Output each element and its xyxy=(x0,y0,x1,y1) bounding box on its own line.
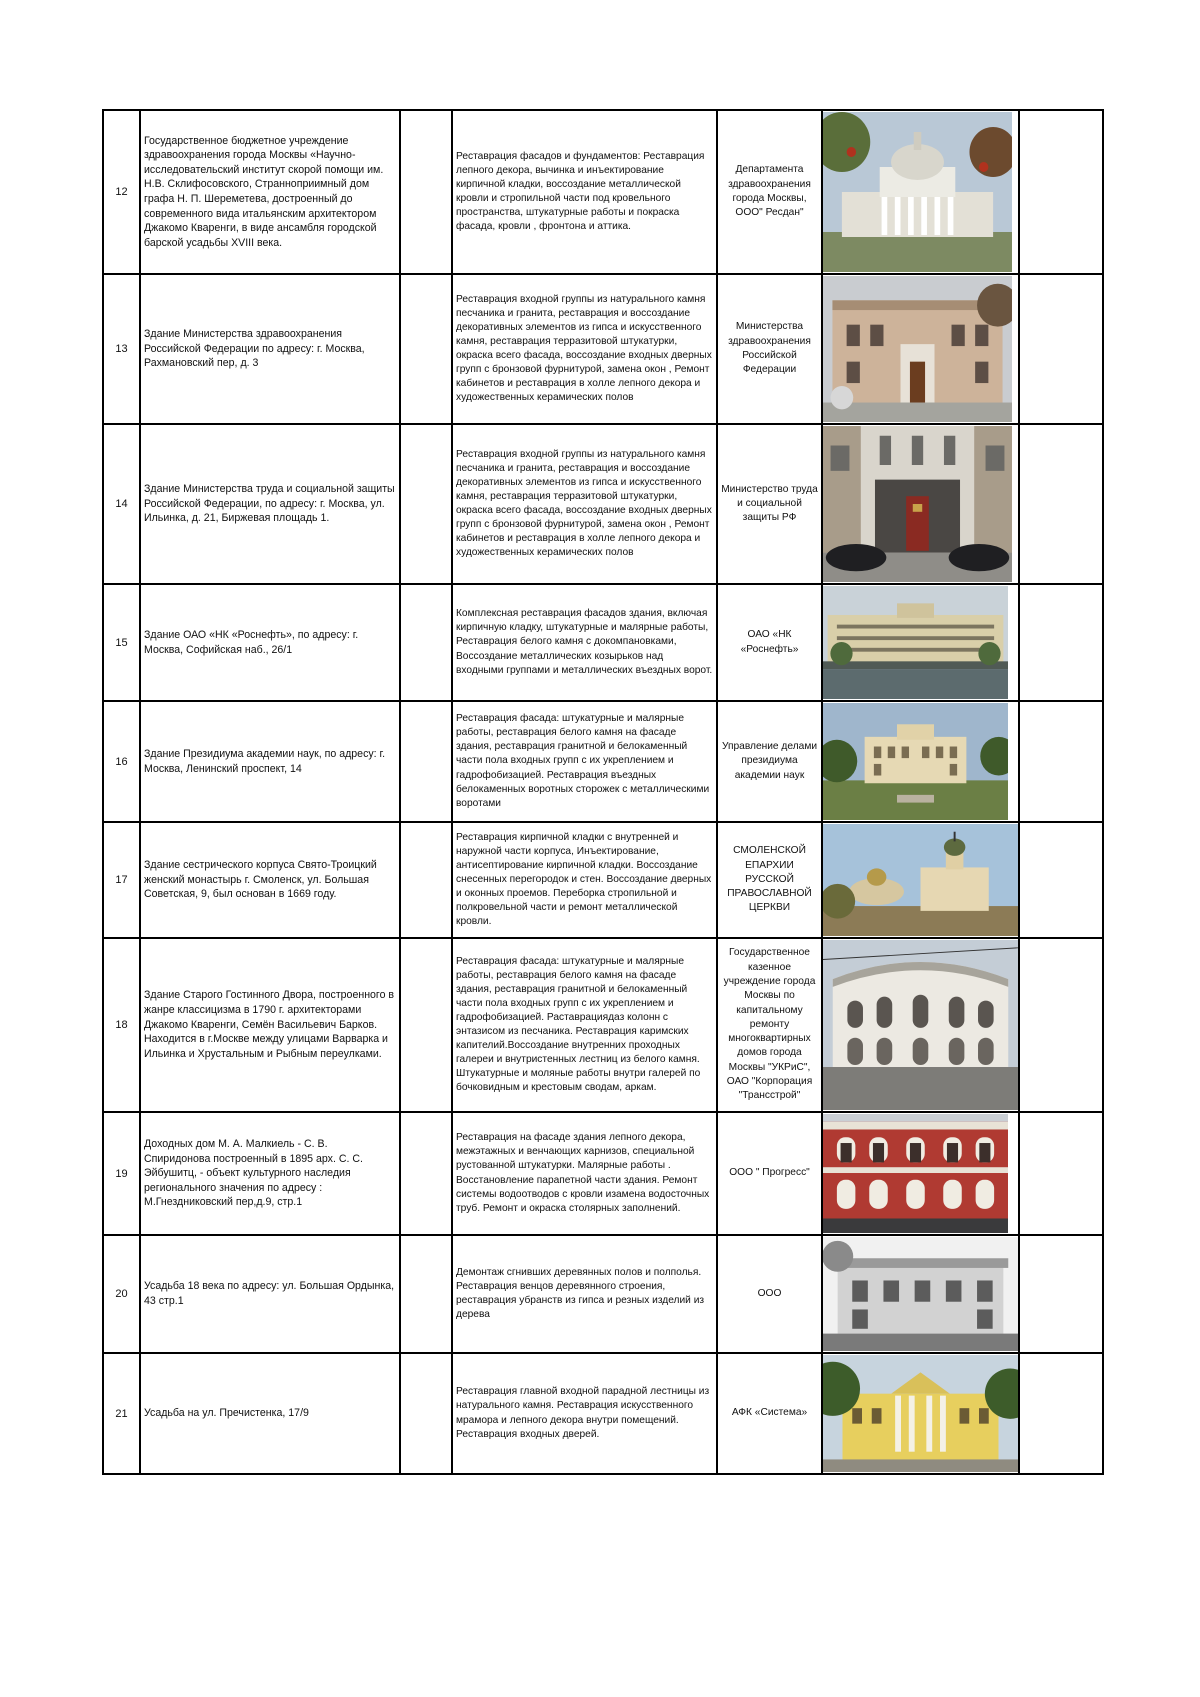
empty-cell xyxy=(400,1353,452,1474)
works-description: Реставрация входной группы из натурального камня песчаника и гранита, реставрация и воссоздание декоративных элементов из гипса и искусственного камня, реставрация терразитовой штукатурки, окраска всего фасада, воссоздание входных дверных групп с бронзовой фурнитурой, замена окон , Ремонт кабинетов и реставрация в холле лепного декора и художественных керамических полов xyxy=(452,424,717,584)
empty-cell xyxy=(1019,424,1103,584)
empty-cell xyxy=(1019,110,1103,274)
empty-cell xyxy=(400,1112,452,1235)
empty-cell xyxy=(400,701,452,822)
customer-name: Департамента здравоохранения города Москвы, ООО" Ресдан" xyxy=(717,110,822,274)
empty-cell xyxy=(1019,1112,1103,1235)
empty-cell xyxy=(1019,1235,1103,1353)
customer-name: АФК «Система» xyxy=(717,1353,822,1474)
empty-cell xyxy=(1019,584,1103,701)
row-number: 21 xyxy=(103,1353,140,1474)
table-row xyxy=(103,822,1103,938)
row-number: 20 xyxy=(103,1235,140,1353)
customer-name: СМОЛЕНСКОЙ ЕПАРХИИ РУССКОЙ ПРАВОСЛАВНОЙ ЦЕРКВИ xyxy=(717,822,822,938)
object-description: Здание Старого Гостинного Двора, построенного в жанре классицизма в 1790 г. архитекторами Джакомо Кваренги, Семён Васильевич Барков. Находится в г.Москве между улицами Варварка и Ильинка и Хрустальным и Рыбным переулками. xyxy=(140,938,400,1112)
customer-name: ОАО «НК «Роснефть» xyxy=(717,584,822,701)
empty-cell xyxy=(1019,822,1103,938)
building-photo-rotunda xyxy=(822,110,1019,274)
row-number: 13 xyxy=(103,274,140,424)
object-description: Здание Министерства труда и социальной защиты Российской Федерации, по адресу: г. Москва, ул. Ильинка, д. 21, Биржевая площадь 1. xyxy=(140,424,400,584)
empty-cell xyxy=(1019,701,1103,822)
object-description: Доходных дом М. А. Малкиель - С. В. Спиридонова построенный в 1895 арх. С. С. Эйбушитц, - объект культурного наследия регионального значения по адресу : М.Гнездниковский пер,д.9, стр.1 xyxy=(140,1112,400,1235)
table-row xyxy=(103,701,1103,822)
empty-cell xyxy=(400,110,452,274)
object-description: Здание Министерства здравоохранения Российской Федерации по адресу: г. Москва, Рахмановский пер, д. 3 xyxy=(140,274,400,424)
row-number: 19 xyxy=(103,1112,140,1235)
object-description: Усадьба 18 века по адресу: ул. Большая Ордынка, 43 стр.1 xyxy=(140,1235,400,1353)
building-photo-entrance-cars xyxy=(822,424,1019,584)
object-description: Здание Президиума академии наук, по адресу: г. Москва, Ленинский проспект, 14 xyxy=(140,701,400,822)
empty-cell xyxy=(1019,274,1103,424)
works-description: Реставрация фасада: штукатурные и малярные работы, реставрация белого камня на фасаде здания, реставрация гранитной и белокаменный части пола входных групп с их укреплением и гадрофобизацией. Раставрациядаз колонн с энтазисом из песчаника. Реставрация каримских капителий.Воссоздание внутренних проходных галереи и внутристенных лестниц из белого камня. Штукатурные и моляные работы внутри галерей по бочковидным и крестовым сводам, аркам. xyxy=(452,938,717,1112)
table-row xyxy=(103,110,1103,274)
building-photo-bw-manor xyxy=(822,1235,1019,1353)
works-description: Реставрация фасада: штукатурные и малярные работы, реставрация белого камня на фасаде здания, реставрация гранитной и белокаменный части пола входных групп с их укреплением и гадрофобизацией. Реставрация въездных белокаменных воротных сторожек с металлическими воротами xyxy=(452,701,717,822)
works-description: Реставрация входной группы из натурального камня песчаника и гранита, реставрация и воссоздание декоративных элементов из гипса и искусственного камня, реставрация терразитовой штукатурки, окраска всего фасада, воссоздание входных дверных групп с бронзовой фурнитурой, замена окон , Ремонт кабинетов и реставрация в холле лепного декора и художественных керамических полов xyxy=(452,274,717,424)
row-number: 17 xyxy=(103,822,140,938)
table-row xyxy=(103,1353,1103,1474)
building-photo-monastery xyxy=(822,822,1019,938)
object-description: Усадьба на ул. Пречистенка, 17/9 xyxy=(140,1353,400,1474)
empty-cell xyxy=(1019,938,1103,1112)
row-number: 15 xyxy=(103,584,140,701)
table-row xyxy=(103,424,1103,584)
object-description: Государственное бюджетное учреждение здравоохранения города Москвы «Научно-исследовательский институт скорой помощи им. Н.В. Склифосовского, Странноприимный дом графа Н. П. Шереметева, достроенный до современного вида итальянским архитектором Джакомо Кваренги, в виде ансамбля городской барской усадьбы XVIII века. xyxy=(140,110,400,274)
customer-name: Управление делами президиума академии наук xyxy=(717,701,822,822)
works-description: Демонтаж сгнивших деревянных полов и полполья. Реставрация венцов деревянного строения, реставрация убранств из гипса и резных изделий из дерева xyxy=(452,1235,717,1353)
row-number: 18 xyxy=(103,938,140,1112)
table-row xyxy=(103,1235,1103,1353)
building-photo-ministry xyxy=(822,274,1019,424)
empty-cell xyxy=(400,822,452,938)
empty-cell xyxy=(400,584,452,701)
building-photo-palace xyxy=(822,701,1019,822)
table-row xyxy=(103,274,1103,424)
row-number: 14 xyxy=(103,424,140,584)
empty-cell xyxy=(1019,1353,1103,1474)
table-row xyxy=(103,584,1103,701)
customer-name: ООО xyxy=(717,1235,822,1353)
empty-cell xyxy=(400,274,452,424)
building-photo-embankment xyxy=(822,584,1019,701)
object-description: Здание сестрического корпуса Свято-Троицкий женский монастырь г. Смоленск, ул. Большая Советская, 9, был основан в 1669 году. xyxy=(140,822,400,938)
row-number: 12 xyxy=(103,110,140,274)
object-description: Здание ОАО «НК «Роснефть», по адресу: г. Москва, Софийская наб., 26/1 xyxy=(140,584,400,701)
works-description: Реставрация кирпичной кладки с внутренней и наружной части корпуса, Инъектирование, антисептирование кирпичной кладки. Воссоздание снесенных перегородок и стен. Воссоздание дверных и оконных проемов. Переборка стропильной и полкровельной части и ремонт металлической кровли. xyxy=(452,822,717,938)
customer-name: Министерство труда и социальной защиты РФ xyxy=(717,424,822,584)
empty-cell xyxy=(400,1235,452,1353)
table-row xyxy=(103,1112,1103,1235)
empty-cell xyxy=(400,424,452,584)
works-description: Реставрация на фасаде здания лепного декора, межэтажных и венчающих карнизов, специальной рустованной штукатурки. Малярные работы . Восстановление парапетной части здания. Ремонт системы водоотводов с кровли изамена водосточных труб. Ремонт и окраска столярных заполнений. xyxy=(452,1112,717,1235)
works-description: Реставрация главной входной парадной лестницы из натурального камня. Реставрация искусственного мрамора и лепного декора внутри помещений. Реставрация входных дверей. xyxy=(452,1353,717,1474)
customer-name: ООО " Прогресс" xyxy=(717,1112,822,1235)
customer-name: Министерства здравоохранения Российской Федерации xyxy=(717,274,822,424)
works-description: Комплексная реставрация фасадов здания, включая кирпичную кладку, штукатурные и малярные работы, Реставрация белого камня с докомпановками, Воссоздание металлических козырьков над входными группами и металлических въездных ворот. xyxy=(452,584,717,701)
empty-cell xyxy=(400,938,452,1112)
row-number: 16 xyxy=(103,701,140,822)
building-photo-arcade xyxy=(822,938,1019,1112)
building-photo-yellow-manor xyxy=(822,1353,1019,1474)
customer-name: Государственное казенное учреждение города Москвы по капитальному ремонту многоквартирных домов города Москвы "УКРиС", ОАО "Корпорация "Трансстрой" xyxy=(717,938,822,1112)
restoration-objects-table xyxy=(102,109,1104,1475)
building-photo-red-facade xyxy=(822,1112,1019,1235)
table-row xyxy=(103,938,1103,1112)
works-description: Реставрация фасадов и фундаментов: Реставрация лепного декора, вычинка и инъектирование кирпичной кладки, воссоздание металлической кровли и стропильной части под кровельного пространства, штукатурные работы и покраска фасада, кровли , фронтона и аттика. xyxy=(452,110,717,274)
